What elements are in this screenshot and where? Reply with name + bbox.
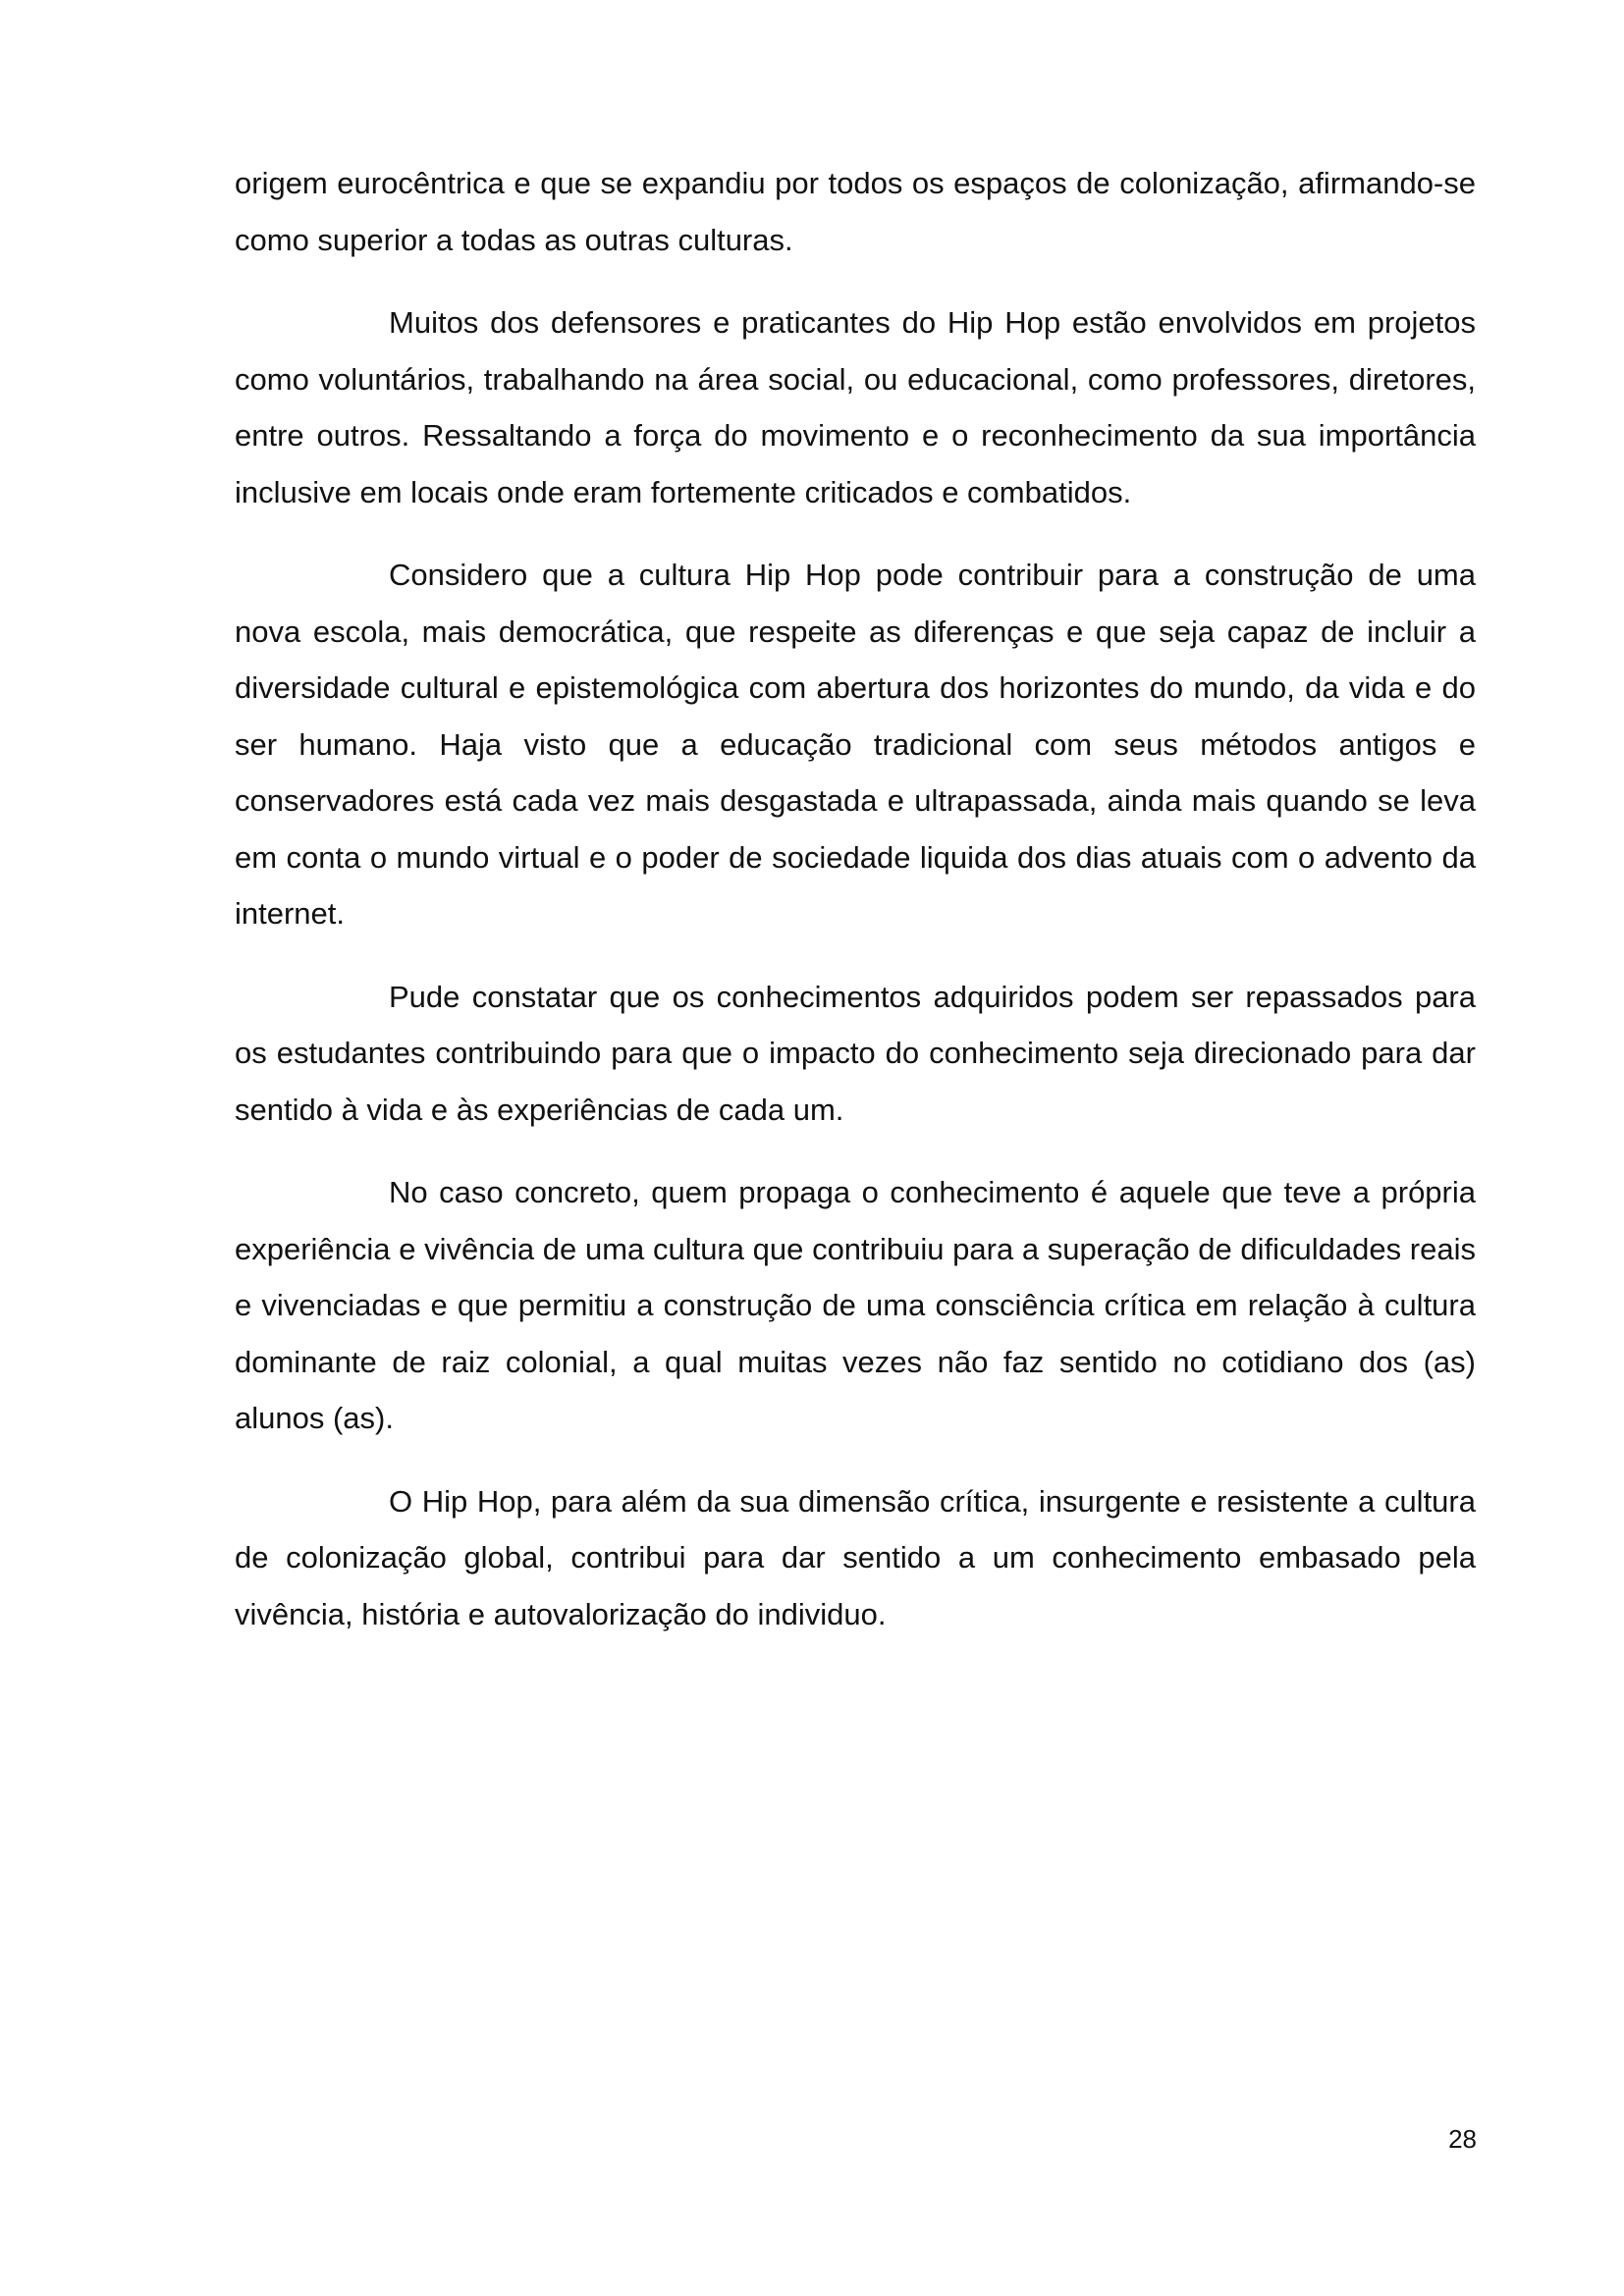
paragraph-concrete-case: No caso concreto, quem propaga o conhecimento é aquele que teve a própria experiência e vivência de uma cultura que contribuiu para a superação de dificuldades reais e vivenciadas e que permitiu a construção de uma consciência crítica em relação à cultura dominante de raiz colonial, a qual muitas vezes não faz sentido no cotidiano dos (as) alunos (as). xyxy=(235,1175,1476,1435)
page-number: 28 xyxy=(1448,2124,1477,2154)
paragraph-continuation: origem eurocêntrica e que se expandiu por todos os espaços de colonização, afirmando-se como superior a todas as outras culturas. xyxy=(235,166,1476,257)
paragraph-critical-dimension: O Hip Hop, para além da sua dimensão crítica, insurgente e resistente a cultura de colonização global, contribui para dar sentido a um conhecimento embasado pela vivência, história e autovalorização do individuo. xyxy=(235,1483,1476,1631)
paragraph-knowledge-transfer: Pude constatar que os conhecimentos adquiridos podem ser repassados para os estudantes contribuindo para que o impacto do conhecimento seja direcionado para dar sentido à vida e às experiências de cada um. xyxy=(235,979,1476,1127)
paragraph-hip-hop-projects: Muitos dos defensores e praticantes do Hip Hop estão envolvidos em projetos como voluntários, trabalhando na área social, ou educacional, como professores, diretores, entre outros. Ressaltando a força do movimento e o reconhecimento da sua importância inclusive em locais onde eram fortemente criticados e combatidos. xyxy=(235,305,1476,509)
body-text xyxy=(235,155,1476,1669)
paragraph-new-school: Considero que a cultura Hip Hop pode contribuir para a construção de uma nova escola, mais democrática, que respeite as diferenças e que seja capaz de incluir a diversidade cultural e epistemológica com abertura dos horizontes do mundo, da vida e do ser humano. Haja visto que a educação tradicional com seus métodos antigos e conservadores está cada vez mais desgastada e ultrapassada, ainda mais quando se leva em conta o mundo virtual e o poder de sociedade liquida dos dias atuais com o advento da internet. xyxy=(235,558,1476,931)
